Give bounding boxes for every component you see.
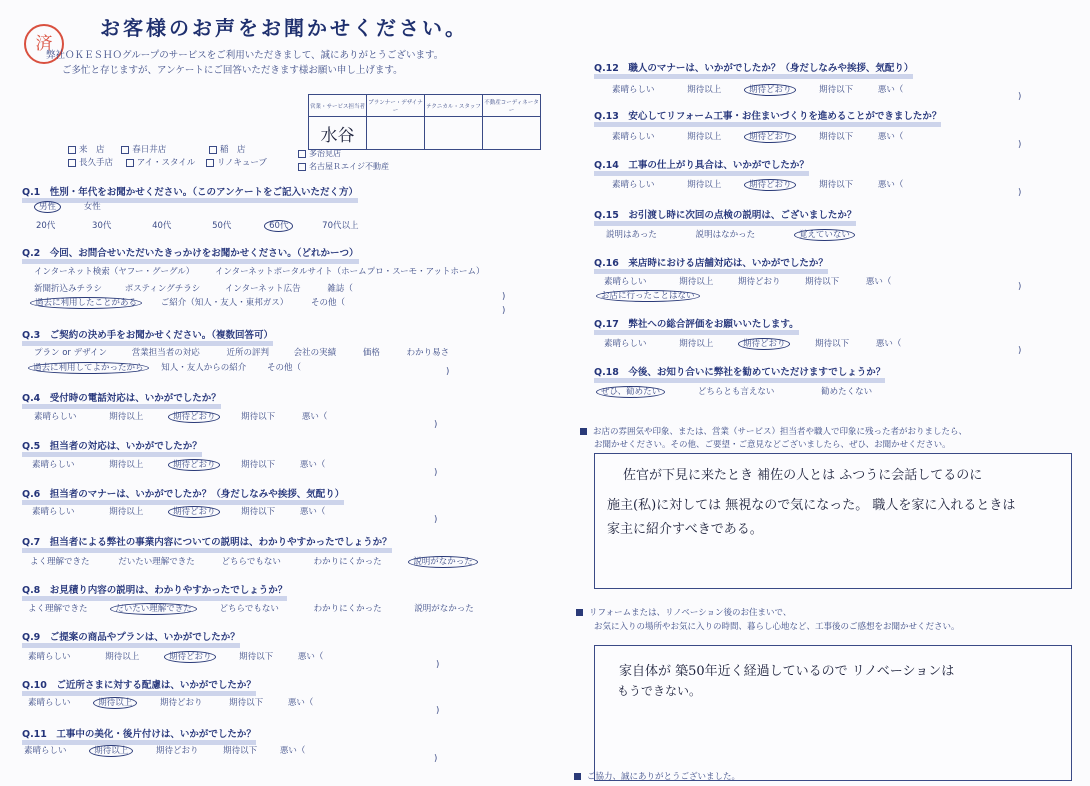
q3-option[interactable]: 知人・友人からの紹介 [161,363,247,373]
q14-title: Q.14 工事の仕上がり具合は、いかがでしたか？ [594,157,809,171]
store-label: 長久手店 [79,158,114,168]
paren: ) [502,306,506,316]
store-row-1 [68,143,245,155]
q10-option-selected[interactable]: 期待以上 [93,697,137,709]
q13-options [612,130,903,142]
store-label: リノキューブ [217,158,267,168]
q16-option-selected[interactable]: お店に行ったことはない [596,290,700,302]
q3-option[interactable]: 営業担当者の対応 [131,348,200,358]
q10-option[interactable]: 期待以下 [229,698,264,708]
q3-line2 [28,361,301,373]
q16-options [604,275,891,287]
q6-title: Q.6 担当者のマナーは、いかがでしたか？（身だしなみや挨拶、気配り） [22,486,344,500]
comment1-prompt-2: お聞かせください。その他、ご要望・ご意見などございましたら、ぜひ、お聞かせください。 [594,440,951,450]
q1-title: Q.1 性別・年代をお聞かせください。（このアンケートをご記入いただく方） [22,184,358,198]
q8-option-selected[interactable]: だいたい理解できた [110,603,197,615]
q1-age [36,219,358,231]
q15-option[interactable]: 説明はあった [606,230,657,240]
q16-option[interactable]: 期待どおり [737,277,781,287]
paren: ) [1018,92,1022,102]
store-checkbox[interactable] [206,159,214,167]
q4-option-selected[interactable]: 期待どおり [168,411,221,423]
bullet-square [576,609,583,616]
paren: ) [1018,140,1022,150]
q3-option[interactable]: わかり易さ [406,348,450,358]
q11-option[interactable]: 期待以下 [223,746,258,756]
footer-thanks: ご協力、誠にありがとうございました。 [574,770,740,782]
q8-options [28,602,474,614]
q13-option[interactable]: 素晴らしい [612,132,655,142]
q15-option-selected[interactable]: 覚えていない [794,229,855,241]
q7-option[interactable]: だいたい理解できた [118,557,195,567]
paren: ) [434,468,438,478]
q4-option[interactable]: 悪い（ [301,412,328,422]
q7-options [30,555,478,567]
q15-option[interactable]: 説明はなかった [695,230,756,240]
q4-option[interactable]: 期待以下 [241,412,276,422]
q9-option[interactable]: 期待以下 [239,652,274,662]
q12-option[interactable]: 素晴らしい [612,85,655,95]
store-label: 稲 店 [219,145,246,155]
q10-option[interactable]: 期待どおり [159,698,203,708]
q18-option-selected[interactable]: ぜひ、勧めたい [596,386,665,398]
staff-header-sales: 営業・サービス担当者 [309,95,367,117]
store-label: 名古屋Ｒエイジ不動産 [309,162,389,171]
q2-line2 [34,282,353,294]
q2-option[interactable]: ご紹介（知人・友人・東邦ガス） [160,298,289,308]
q12-option[interactable]: 悪い（ [877,85,904,95]
q2-line1 [34,265,485,277]
q16-option[interactable]: 素晴らしい [604,277,647,287]
q3-option[interactable]: その他（ [266,363,301,373]
staff-realestate-cell[interactable] [483,117,541,150]
q5-option[interactable]: 悪い（ [299,460,326,470]
q10-title: Q.10 ご近所さまに対する配慮は、いかがでしたか？ [22,677,256,691]
paren: ) [434,515,438,525]
q7-title: Q.7 担当者による弊社の事業内容についての説明は、わかりやすかったでしょうか？ [22,534,392,548]
store-checkbox[interactable] [68,146,76,154]
paren: ) [434,420,438,430]
q16-option[interactable]: 悪い（ [865,277,892,287]
q6-option-selected[interactable]: 期待どおり [168,506,221,518]
store-row-2 [68,156,267,168]
q6-options [32,505,325,517]
q17-option[interactable]: 期待以下 [815,339,850,349]
q4-option[interactable]: 期待以上 [109,412,144,422]
q18-options [596,385,872,397]
q12-option[interactable]: 期待以上 [687,85,722,95]
q12-option[interactable]: 期待以下 [819,85,854,95]
q11-option[interactable]: 素晴らしい [24,746,67,756]
q2-title: Q.2 今回、お問合せいただいたきっかけをお聞かせください。（どれかーつ） [22,245,359,259]
q17-option[interactable]: 期待以上 [679,339,714,349]
store-checkbox[interactable] [126,159,134,167]
q8-title: Q.8 お見積り内容の説明は、わかりやすかったでしょうか？ [22,582,287,596]
q2-option[interactable]: インターネット広告 [224,284,301,294]
store-checkbox[interactable] [298,163,306,171]
q16-option[interactable]: 期待以下 [805,277,840,287]
q17-title: Q.17 弊社への総合評価をお願いいたします。 [594,316,799,330]
q11-options [24,744,305,756]
staff-header-technical: テクニカル・スタッフ [425,95,483,117]
bullet-square [580,428,587,435]
q2-option[interactable]: インターネット検索（ヤフー・グーグル） [34,267,195,277]
store-label: 来 店 [79,145,105,155]
q11-option-selected[interactable]: 期待以上 [89,745,133,757]
q6-option[interactable]: 期待以下 [241,507,276,517]
q17-option[interactable]: 素晴らしい [604,339,647,349]
q15-title: Q.15 お引渡し時に次回の点検の説明は、ございましたか？ [594,207,856,221]
q3-option[interactable]: 会社の実績 [293,348,337,358]
q14-option[interactable]: 素晴らしい [612,180,655,190]
q13-option[interactable]: 悪い（ [877,132,904,142]
q5-option[interactable]: 期待以下 [241,460,276,470]
store-col-3b [298,161,389,172]
q7-option-selected[interactable]: 説明がなかった [408,556,478,568]
page-title: お客様のお声をお聞かせください。 [100,16,468,40]
paren: ) [446,367,450,377]
q2-option[interactable]: 雑誌（ [327,284,353,294]
paren: ) [436,660,440,670]
comment1-box[interactable] [594,453,1072,589]
store-label: アイ・スタイル [136,158,196,168]
paren: ) [502,292,506,302]
store-checkbox[interactable] [121,146,129,154]
staff-header-realestate: 不動産コーディネーター [483,95,541,117]
q2-line3 [30,296,345,308]
q1-age-option[interactable]: 40代 [152,221,172,231]
q5-option[interactable]: 期待以上 [109,460,144,470]
staff-header-planner: プランナー・デザイナー [367,95,425,117]
store-label: 多治見店 [309,149,341,158]
paren: ) [436,706,440,716]
q1-age-option[interactable]: 50代 [212,221,232,231]
q6-option[interactable]: 悪い（ [299,507,326,517]
q1-option[interactable]: 女性 [83,202,101,212]
paren: ) [1018,188,1022,198]
comment1-prompt-1: お店の雰囲気や印象、または、営業（サービス）担当者や職人で印象に残った者がおりましたら、 [580,425,967,437]
intro-line-1: 弊社ＯＫＥＳＨＯグループのサービスをご利用いただきまして、誠にありがとうございます。 [46,50,444,61]
q2-option[interactable]: 新聞折込みチラシ [34,284,103,294]
q12-option-selected[interactable]: 期待どおり [744,84,797,96]
staff-planner-cell[interactable] [367,117,425,150]
q6-option[interactable]: 期待以上 [109,507,144,517]
q4-option[interactable]: 素晴らしい [34,412,77,422]
q10-options [28,696,313,708]
q10-option[interactable]: 素晴らしい [28,698,71,708]
paren: ) [434,754,438,764]
q18-title: Q.18 今後、お知り合いに弊社を勧めていただけますでしょうか？ [594,364,885,378]
q2-option-selected[interactable]: 過去に利用したことがある [30,297,142,309]
comment1-line-3: 家主に紹介すべきである。 [607,522,763,537]
q5-option[interactable]: 素晴らしい [32,460,75,470]
q15-options [606,228,855,240]
q3-title: Q.3 ご契約の決め手をお聞かせください。（複数回答可） [22,327,273,341]
q11-title: Q.11 工事中の美化・後片付けは、いかがでしたか？ [22,726,256,740]
q18-option[interactable]: どちらとも言えない [697,387,775,397]
q13-title: Q.13 安心してリフォーム工事・お住まいづくりを進めることができましたか？ [594,108,941,122]
q14-option[interactable]: 期待以上 [687,180,722,190]
comment2-line-1: 家自体が 築50年近く経過しているので リノベーションは [619,664,955,679]
q3-option[interactable]: プラン or デザイン [34,348,108,358]
staff-table [308,94,541,150]
intro-line-2: ご多忙と存じますが、アンケートにご回答いただきます様お願い申し上げます。 [62,65,403,76]
paren: ) [1018,282,1022,292]
q12-options [612,83,903,95]
q5-option-selected[interactable]: 期待どおり [168,459,221,471]
q9-title: Q.9 ご提案の商品やプランは、いかがでしたか？ [22,629,240,643]
q11-option[interactable]: 期待どおり [155,746,199,756]
q2-option[interactable]: その他（ [310,298,345,308]
q1-age-option[interactable]: 70代以上 [322,221,359,231]
q14-option[interactable]: 期待以下 [819,180,854,190]
q11-option[interactable]: 悪い（ [279,746,306,756]
store-checkbox[interactable] [209,146,217,154]
q9-option-selected[interactable]: 期待どおり [164,651,217,663]
store-checkbox[interactable] [298,150,306,158]
q13-option[interactable]: 期待以下 [819,132,854,142]
store-checkbox[interactable] [68,159,76,167]
q6-option[interactable]: 素晴らしい [32,507,75,517]
q17-options [604,337,901,349]
q3-option[interactable]: 価格 [362,348,380,358]
comment2-prompt-2: お気に入りの場所やお気に入りの時間、暮らし心地など、工事後のご感想をお聞かせください。 [594,622,960,632]
q3-option-selected[interactable]: 過去に利用してよかったから [28,362,149,374]
comment2-line-2: もうできない。 [617,684,702,698]
q7-option[interactable]: わかりにくかった [313,557,382,567]
q1-age-option[interactable]: 20代 [36,221,56,231]
q10-option[interactable]: 悪い（ [287,698,314,708]
q14-option[interactable]: 悪い（ [877,180,904,190]
q8-option[interactable]: よく理解できた [28,604,88,614]
q8-option[interactable]: わかりにくかった [313,604,382,614]
q1-option-selected[interactable]: 男性 [34,201,61,213]
q16-title: Q.16 来店時における店舗対応は、いかがでしたか？ [594,255,828,269]
q12-title: Q.12 職人のマナーは、いかがでしたか？（身だしなみや挨拶、気配り） [594,60,913,74]
q14-options [612,178,903,190]
store-label: 春日井店 [132,145,167,155]
bullet-square [574,773,581,780]
comment1-line-2: 施主(私)に対しては 無視なので気になった。 職人を家に入れるときは [607,498,1016,513]
comment1-line-1: 佐官が下見に来たとき 補佐の人とは ふつうに会話してるのに [623,468,983,483]
q3-line1 [34,346,449,358]
q2-option[interactable]: インターネットポータルサイト（ホームプロ・スーモ・アットホーム） [214,267,485,277]
q9-option[interactable]: 悪い（ [297,652,324,662]
q8-option[interactable]: 説明がなかった [414,604,474,614]
q9-options [28,650,323,662]
paren: ) [1018,346,1022,356]
q5-options [32,458,325,470]
q4-options [34,410,327,422]
q1-gender [34,200,101,212]
staff-technical-cell[interactable] [425,117,483,150]
q7-option[interactable]: よく理解できた [30,557,90,567]
q17-option[interactable]: 悪い（ [875,339,902,349]
q16-option-extra [596,289,700,301]
q13-option[interactable]: 期待以上 [687,132,722,142]
q1-age-selected[interactable]: 60代 [264,220,293,232]
q13-option-selected[interactable]: 期待どおり [744,131,797,143]
q8-option[interactable]: どちらでもない [219,604,279,614]
comment2-box[interactable] [594,645,1072,781]
q7-option[interactable]: どちらでもない [221,557,281,567]
q17-option-selected[interactable]: 期待どおり [738,338,791,350]
q1-age-option[interactable]: 30代 [92,221,112,231]
comment2-prompt-1: リフォームまたは、リノベーション後のお住まいで、 [576,606,791,618]
q16-option[interactable]: 期待以上 [679,277,714,287]
q3-option[interactable]: 近所の評判 [226,348,269,358]
q4-title: Q.4 受付時の電話対応は、いかがでしたか？ [22,390,221,404]
q14-option-selected[interactable]: 期待どおり [744,179,797,191]
q2-option[interactable]: ポスティングチラシ [124,284,201,294]
q18-option[interactable]: 勧めたくない [821,387,873,397]
q5-title: Q.5 担当者の対応は、いかがでしたか？ [22,438,202,452]
approval-seal: 済 [24,24,64,64]
q9-option[interactable]: 期待以上 [105,652,140,662]
staff-sales-name[interactable]: 水谷 [309,117,367,150]
q9-option[interactable]: 素晴らしい [28,652,71,662]
store-col-3a [298,148,341,159]
